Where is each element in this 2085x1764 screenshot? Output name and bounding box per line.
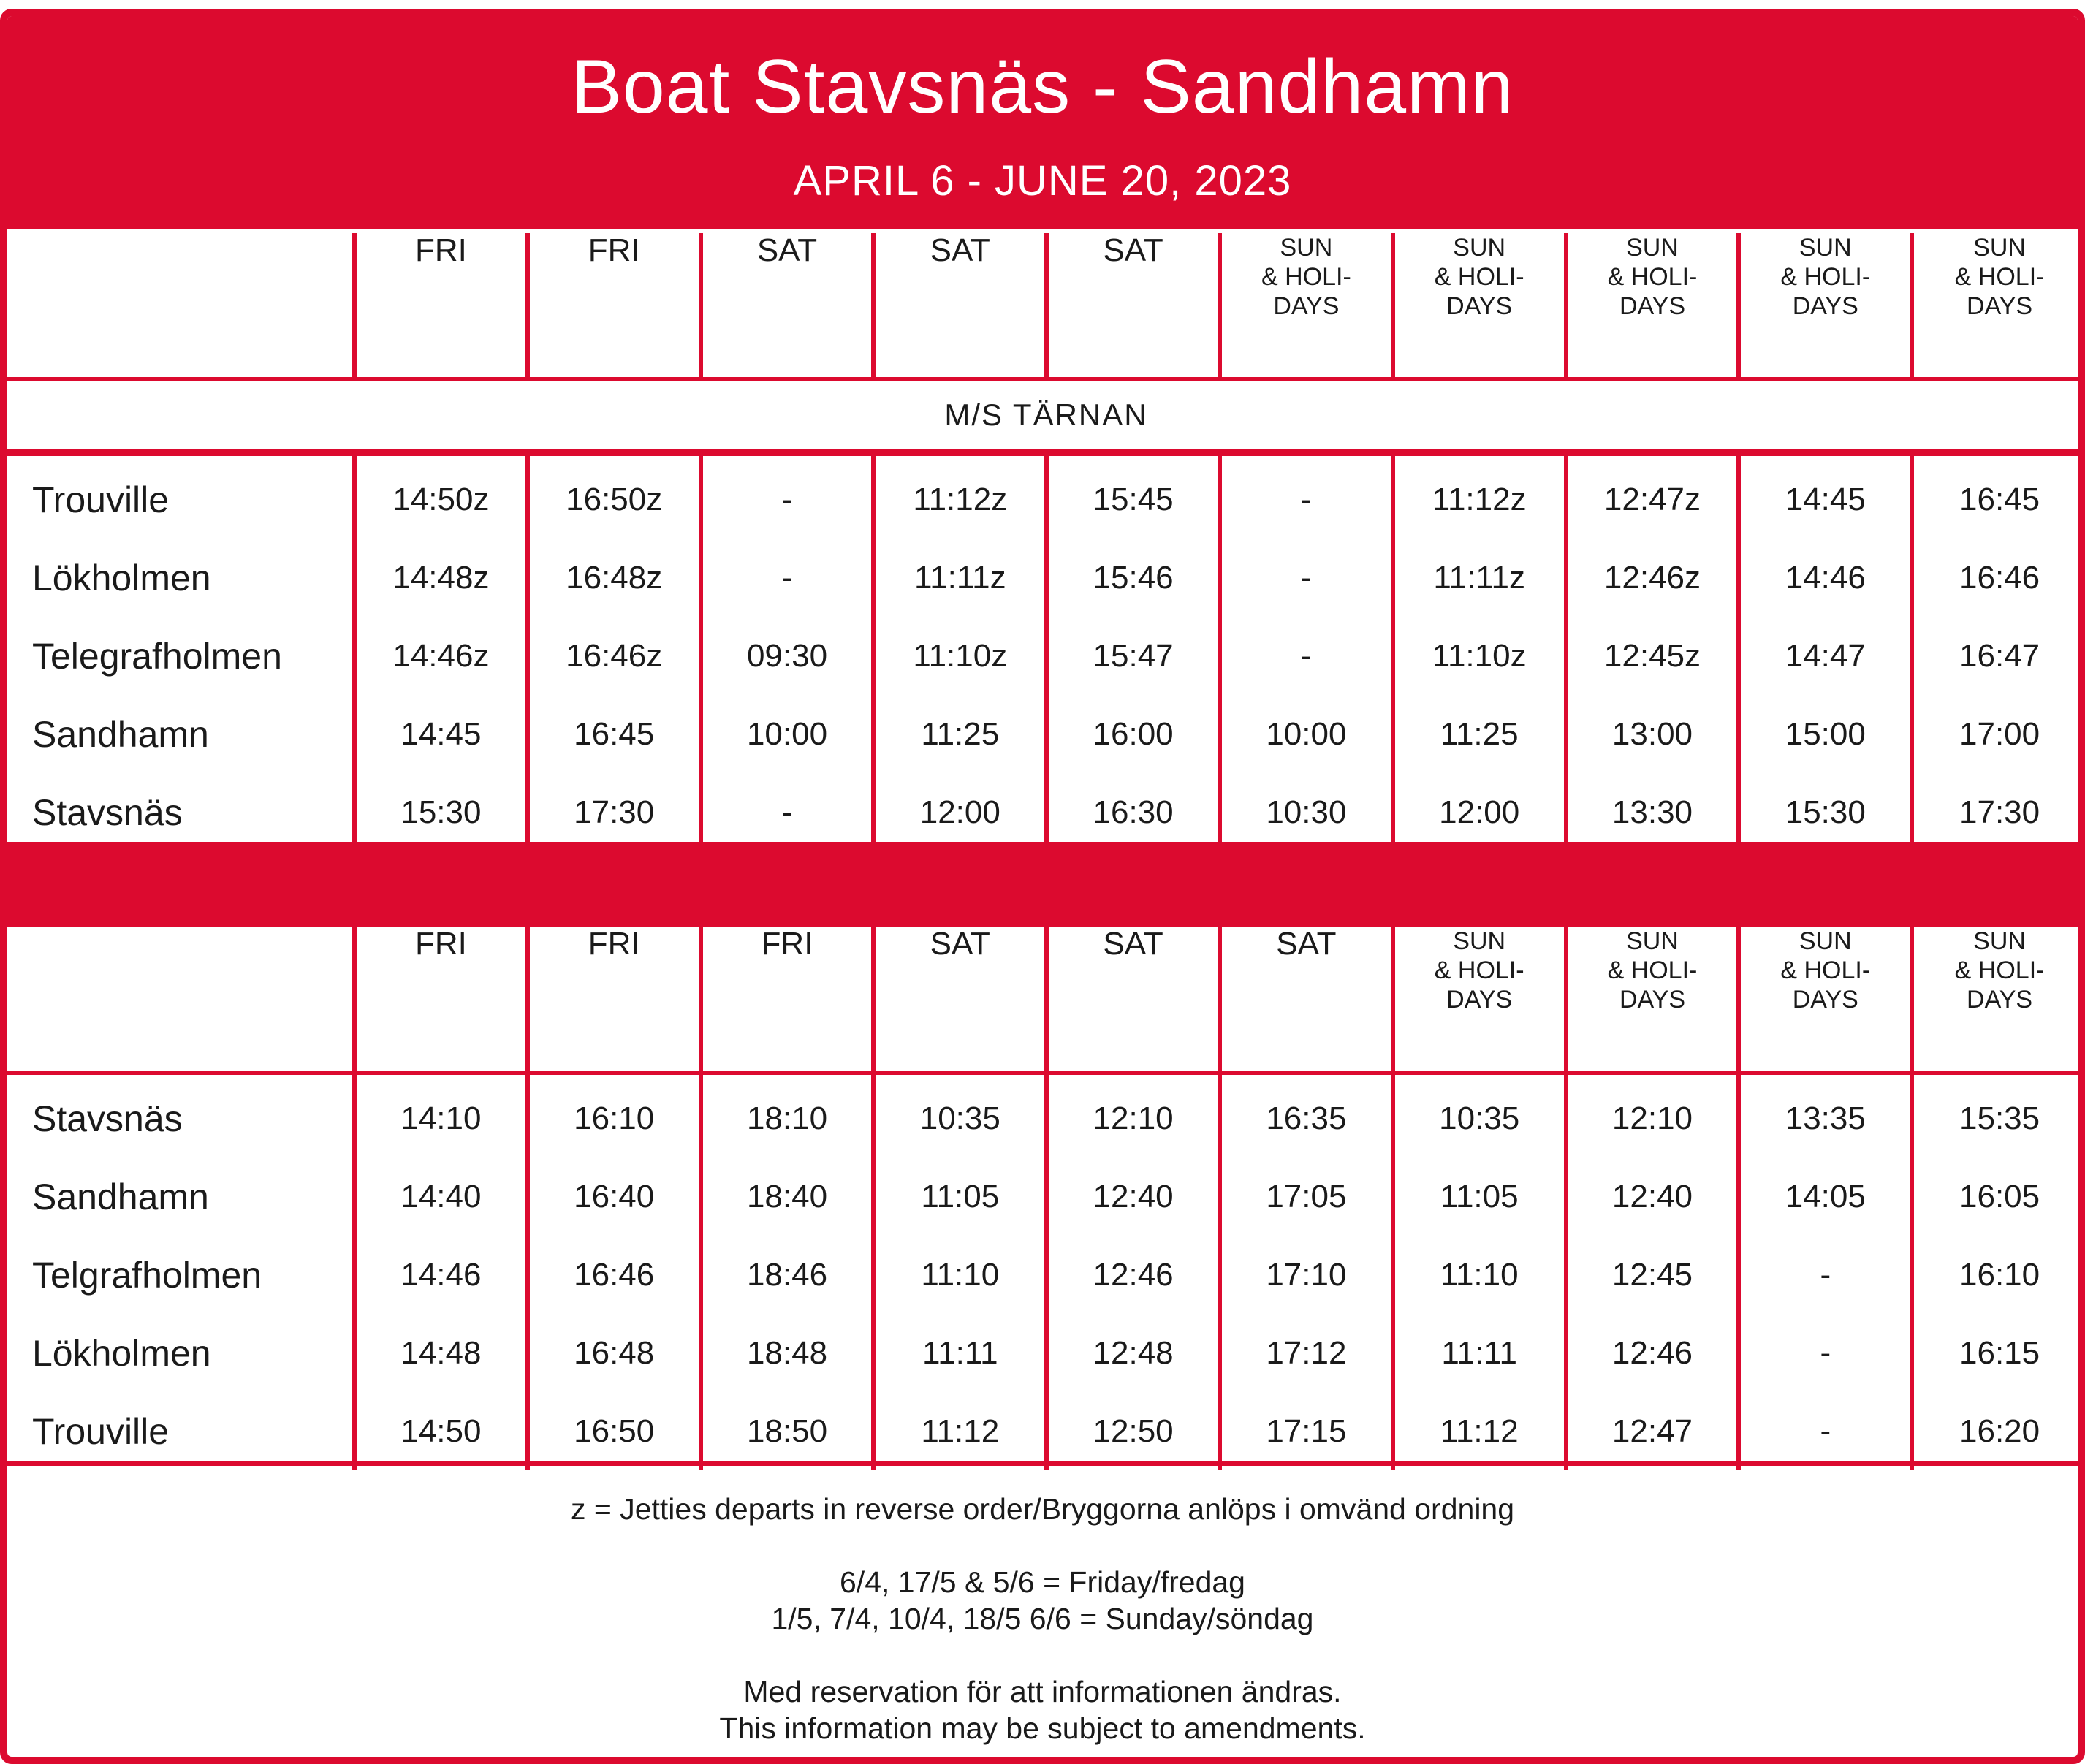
stop-header-blank: [7, 927, 354, 1073]
departure-time: 18:10: [701, 1073, 874, 1157]
departure-time: 14:46: [354, 1236, 528, 1314]
day-header: [1912, 233, 2085, 379]
departure-time: 14:47: [1739, 617, 1912, 695]
day-header-line: SAT: [1103, 926, 1163, 962]
day-header-line: DAYS: [1619, 986, 1686, 1014]
day-header-line: & HOLI-: [1607, 957, 1698, 984]
departure-time: 16:46z: [528, 617, 701, 695]
departure-time: 12:46z: [1566, 539, 1739, 617]
day-header: [1220, 233, 1393, 379]
day-header-line: SUN: [1280, 234, 1333, 262]
day-header-line: FRI: [588, 926, 640, 962]
day-header-line: SAT: [930, 926, 990, 962]
departure-time: 11:11: [1393, 1314, 1566, 1392]
sunday-dates-note: 1/5, 7/4, 10/4, 18/5 6/6 = Sunday/söndag: [771, 1602, 1314, 1635]
departure-time: 11:10: [1393, 1236, 1566, 1314]
departure-time: 17:12: [1220, 1314, 1393, 1392]
departure-time: 14:50z: [354, 452, 528, 539]
departure-time: 12:00: [1393, 773, 1566, 851]
timetable-card: [0, 9, 2085, 1764]
day-header: [873, 927, 1047, 1073]
departure-time: 16:20: [1912, 1392, 2085, 1470]
departure-time: 14:45: [1739, 452, 1912, 539]
day-header-line: DAYS: [1792, 292, 1858, 320]
day-header-line: SUN: [1626, 234, 1679, 262]
day-header-line: DAYS: [1792, 986, 1858, 1014]
day-header: [701, 927, 874, 1073]
day-header-line: SUN: [1453, 927, 1506, 955]
departure-time: 18:40: [701, 1157, 874, 1236]
timetable-header: [7, 16, 2078, 229]
departure-time: 11:12z: [1393, 452, 1566, 539]
departure-time: 11:25: [1393, 695, 1566, 773]
day-header-line: & HOLI-: [1780, 957, 1871, 984]
day-header: [873, 233, 1047, 379]
day-header: [1393, 233, 1566, 379]
departure-time: 16:05: [1912, 1157, 2085, 1236]
table-row: [7, 1392, 2085, 1470]
departure-time: 11:05: [873, 1157, 1047, 1236]
inbound-timetable: [7, 927, 2085, 1470]
table-row: [7, 773, 2085, 851]
stop-name: Telgrafholmen: [32, 1254, 262, 1296]
day-header: [1566, 927, 1739, 1073]
departure-time: 11:11z: [873, 539, 1047, 617]
stop-name: Telegrafholmen: [32, 635, 282, 677]
departure-time: 11:10: [873, 1236, 1047, 1314]
departure-time: 12:10: [1566, 1073, 1739, 1157]
departure-time: 13:35: [1739, 1073, 1912, 1157]
day-header-line: DAYS: [1446, 986, 1513, 1014]
day-header-line: FRI: [414, 232, 467, 268]
departure-time: 15:47: [1047, 617, 1220, 695]
departure-time: -: [701, 452, 874, 539]
day-header-line: SUN: [1799, 234, 1852, 262]
day-header-line: & HOLI-: [1954, 263, 2045, 291]
departure-time: 18:50: [701, 1392, 874, 1470]
section-divider-band: [7, 842, 2078, 927]
table-row: [7, 539, 2085, 617]
departure-time: 12:40: [1047, 1157, 1220, 1236]
departure-time: -: [1739, 1236, 1912, 1314]
day-header-line: DAYS: [1619, 292, 1686, 320]
departure-time: 09:30: [701, 617, 874, 695]
departure-time: 10:00: [701, 695, 874, 773]
departure-time: 11:12: [1393, 1392, 1566, 1470]
day-header-line: & HOLI-: [1607, 263, 1698, 291]
day-header: [1739, 927, 1912, 1073]
departure-time: 13:30: [1566, 773, 1739, 851]
departure-time: 11:10z: [873, 617, 1047, 695]
departure-time: 14:40: [354, 1157, 528, 1236]
departure-time: 12:45: [1566, 1236, 1739, 1314]
departure-time: 11:11: [873, 1314, 1047, 1392]
day-header-line: & HOLI-: [1261, 263, 1351, 291]
day-header: [1393, 927, 1566, 1073]
day-header-line: DAYS: [1273, 292, 1340, 320]
departure-time: 16:35: [1220, 1073, 1393, 1157]
departure-time: 16:00: [1047, 695, 1220, 773]
table-row: [7, 617, 2085, 695]
day-header: [701, 233, 874, 379]
page-title: Boat Stavsnäs - Sandhamn: [571, 45, 1514, 129]
day-header: [1047, 927, 1220, 1073]
departure-time: 16:48: [528, 1314, 701, 1392]
day-header: [1739, 233, 1912, 379]
departure-time: 15:30: [1739, 773, 1912, 851]
departure-time: 16:50: [528, 1392, 701, 1470]
departure-time: 14:45: [354, 695, 528, 773]
day-header-line: & HOLI-: [1780, 263, 1871, 291]
day-header-line: SUN: [1626, 927, 1679, 955]
departure-time: 10:35: [873, 1073, 1047, 1157]
departure-time: 10:00: [1220, 695, 1393, 773]
departure-time: 12:40: [1566, 1157, 1739, 1236]
departure-time: -: [1220, 539, 1393, 617]
departure-time: 17:15: [1220, 1392, 1393, 1470]
departure-time: 12:50: [1047, 1392, 1220, 1470]
day-header: [1566, 233, 1739, 379]
departure-time: 11:10z: [1393, 617, 1566, 695]
stop-name: Sandhamn: [32, 1176, 209, 1217]
vessel-row: [7, 379, 2085, 452]
day-header-line: DAYS: [1967, 292, 2033, 320]
day-header: [354, 233, 528, 379]
reservation-note-en: This information may be subject to amendments.: [719, 1711, 1366, 1745]
day-header-line: DAYS: [1967, 986, 2033, 1014]
departure-time: 17:30: [528, 773, 701, 851]
departure-time: 14:50: [354, 1392, 528, 1470]
departure-time: 16:30: [1047, 773, 1220, 851]
departure-time: 11:12: [873, 1392, 1047, 1470]
day-header-line: SAT: [930, 232, 990, 268]
departure-time: 17:30: [1912, 773, 2085, 851]
day-header-line: SUN: [1799, 927, 1852, 955]
departure-time: 12:47: [1566, 1392, 1739, 1470]
day-header-line: SAT: [1103, 232, 1163, 268]
day-header-row: [7, 233, 2085, 379]
table-row: [7, 1157, 2085, 1236]
departure-time: 15:45: [1047, 452, 1220, 539]
stop-name: Stavsnäs: [32, 791, 183, 833]
departure-time: 17:05: [1220, 1157, 1393, 1236]
day-header-line: & HOLI-: [1434, 957, 1524, 984]
departure-time: 16:46: [528, 1236, 701, 1314]
stop-header-blank: [7, 233, 354, 379]
day-header-line: SUN: [1973, 927, 2026, 955]
table-row: [7, 452, 2085, 539]
day-header-line: SUN: [1453, 234, 1506, 262]
day-header: [1912, 927, 2085, 1073]
stop-name: Lökholmen: [32, 1332, 211, 1374]
table-row: [7, 1314, 2085, 1392]
departure-time: -: [1739, 1392, 1912, 1470]
departure-time: 16:40: [528, 1157, 701, 1236]
departure-time: -: [701, 773, 874, 851]
day-header-row: [7, 927, 2085, 1073]
departure-time: 14:10: [354, 1073, 528, 1157]
departure-time: 14:05: [1739, 1157, 1912, 1236]
departure-time: 16:10: [1912, 1236, 2085, 1314]
departure-time: 12:46: [1047, 1236, 1220, 1314]
departure-time: 11:05: [1393, 1157, 1566, 1236]
departure-time: 11:11z: [1393, 539, 1566, 617]
day-header-line: DAYS: [1446, 292, 1513, 320]
day-header-line: FRI: [588, 232, 640, 268]
departure-time: 16:48z: [528, 539, 701, 617]
day-header: [1047, 233, 1220, 379]
departure-time: 16:46: [1912, 539, 2085, 617]
departure-time: 10:30: [1220, 773, 1393, 851]
departure-time: 12:46: [1566, 1314, 1739, 1392]
departure-time: 16:45: [528, 695, 701, 773]
day-header-line: SUN: [1973, 234, 2026, 262]
departure-time: 12:48: [1047, 1314, 1220, 1392]
departure-time: 15:00: [1739, 695, 1912, 773]
day-header-line: & HOLI-: [1954, 957, 2045, 984]
stop-name: Trouville: [32, 1410, 170, 1452]
vessel-name: M/S TÄRNAN: [7, 379, 2085, 452]
stop-name: Sandhamn: [32, 713, 209, 755]
table-row: [7, 695, 2085, 773]
departure-time: 16:10: [528, 1073, 701, 1157]
stop-name: Stavsnäs: [32, 1098, 183, 1139]
day-header-line: & HOLI-: [1434, 263, 1524, 291]
day-header: [528, 233, 701, 379]
departure-time: 11:25: [873, 695, 1047, 773]
day-header-line: SAT: [756, 232, 818, 268]
day-header: [1220, 927, 1393, 1073]
departure-time: 16:45: [1912, 452, 2085, 539]
table-row: [7, 1073, 2085, 1157]
stop-name: Trouville: [32, 479, 170, 520]
departure-time: 15:30: [354, 773, 528, 851]
departure-time: 17:10: [1220, 1236, 1393, 1314]
departure-time: 12:00: [873, 773, 1047, 851]
legend-note: z = Jetties departs in reverse order/Bryggorna anlöps i omvänd ordning: [570, 1492, 1515, 1526]
departure-time: -: [1220, 617, 1393, 695]
table-row: [7, 1236, 2085, 1314]
departure-time: 13:00: [1566, 695, 1739, 773]
outbound-timetable: [7, 233, 2085, 851]
departure-time: 14:46: [1739, 539, 1912, 617]
departure-time: 15:46: [1047, 539, 1220, 617]
departure-time: 17:00: [1912, 695, 2085, 773]
day-header-line: FRI: [761, 926, 813, 962]
day-header-line: SAT: [1276, 926, 1337, 962]
departure-time: -: [1739, 1314, 1912, 1392]
day-header-line: FRI: [414, 926, 467, 962]
departure-time: 14:48z: [354, 539, 528, 617]
stop-name: Lökholmen: [32, 557, 211, 598]
departure-time: 15:35: [1912, 1073, 2085, 1157]
departure-time: 16:50z: [528, 452, 701, 539]
departure-time: 16:15: [1912, 1314, 2085, 1392]
departure-time: -: [701, 539, 874, 617]
day-header: [528, 927, 701, 1073]
departure-time: 18:46: [701, 1236, 874, 1314]
departure-time: -: [1220, 452, 1393, 539]
friday-dates-note: 6/4, 17/5 & 5/6 = Friday/fredag: [840, 1565, 1245, 1599]
departure-time: 12:45z: [1566, 617, 1739, 695]
reservation-note-sv: Med reservation för att informationen ändras.: [743, 1675, 1342, 1708]
departure-time: 16:47: [1912, 617, 2085, 695]
departure-time: 11:12z: [873, 452, 1047, 539]
footnotes: [7, 1461, 2078, 1764]
departure-time: 12:10: [1047, 1073, 1220, 1157]
day-header: [354, 927, 528, 1073]
departure-time: 10:35: [1393, 1073, 1566, 1157]
departure-time: 18:48: [701, 1314, 874, 1392]
departure-time: 12:47z: [1566, 452, 1739, 539]
date-range: APRIL 6 - JUNE 20, 2023: [793, 157, 1292, 205]
departure-time: 14:48: [354, 1314, 528, 1392]
departure-time: 14:46z: [354, 617, 528, 695]
